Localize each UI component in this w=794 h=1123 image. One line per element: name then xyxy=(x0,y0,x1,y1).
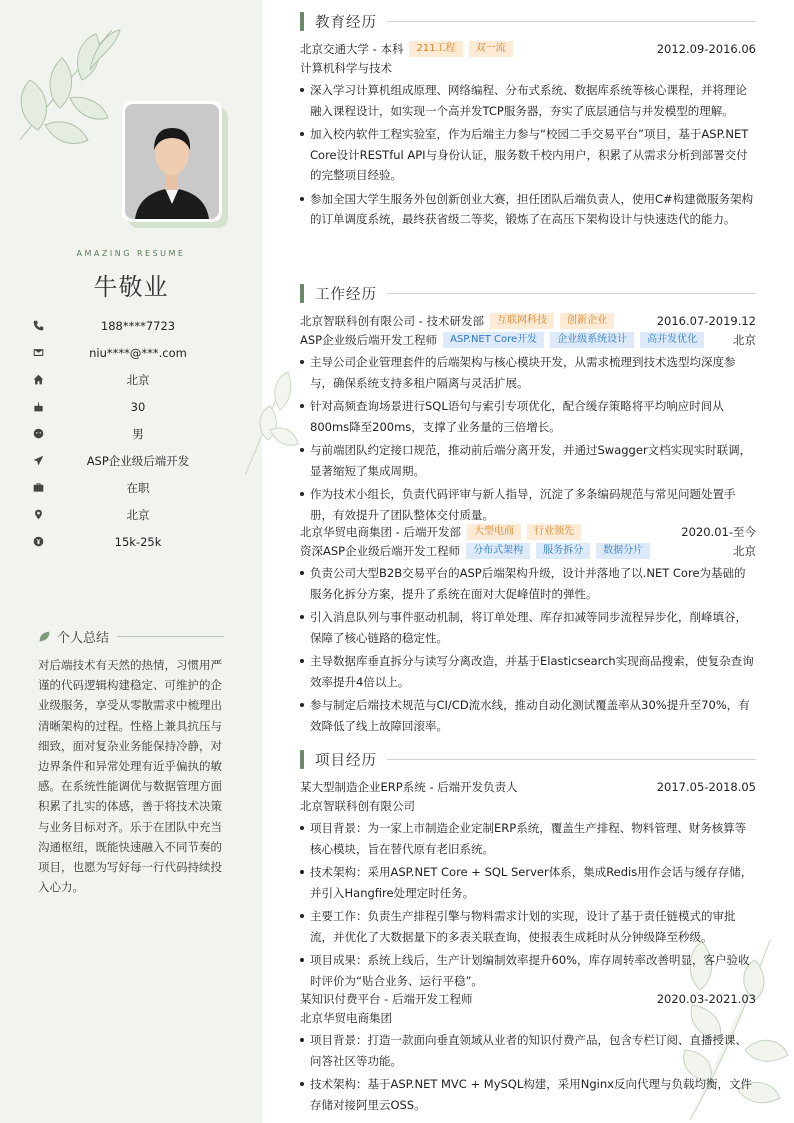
projects-heading xyxy=(300,749,756,769)
project-date: 2017.05-2018.05 xyxy=(656,779,756,794)
education-point: 深入学习计算机组成原理、网络编程、分布式系统、数据库系统等核心课程，并将理论融入课程设计，如实现一个高并发TCP服务器，夯实了底层通信与并发模型的理解。 xyxy=(300,80,756,121)
info-email xyxy=(30,339,230,366)
project-org: 北京华贸电商集团 xyxy=(300,1010,392,1025)
job-date: 2020.01-至今 xyxy=(681,524,756,539)
project-org: 北京智联科创有限公司 xyxy=(300,798,415,813)
info-salary xyxy=(30,528,230,555)
candidate-name: 牛敬业 xyxy=(93,273,169,301)
salary-icon xyxy=(30,534,46,550)
info-status xyxy=(30,474,230,501)
role-tag: 分布式架构 xyxy=(466,543,530,559)
project-point: 项目背景：打造一款面向垂直领域从业者的知识付费产品，包含专栏订阅、直播授课、问答社区等功能。 xyxy=(300,1030,756,1071)
project-point: 主要工作：负责生产排程引擎与物料需求计划的实现，设计了基于责任链模式的审批流，并优化了大数据量下的多表关联查询，使报表生成耗时从分钟级降至秒级。 xyxy=(300,906,756,947)
job-city: 北京 xyxy=(733,543,756,558)
personal-info-list xyxy=(30,312,230,555)
age-value: 30 xyxy=(130,399,146,414)
job-point: 引入消息队列与事件驱动机制，将订单处理、库存扣减等同步流程异步化，削峰填谷，保障了核心链路的稳定性。 xyxy=(300,607,756,648)
education-heading xyxy=(300,11,756,31)
job-point: 负责公司大型B2B交易平台的ASP后端架构升级，设计并落地了以.NET Core为基础的服务化拆分方案，提升了系统在面对大促峰值时的弹性。 xyxy=(300,563,756,604)
job-point: 参与制定后端技术规范与CI/CD流水线，推动自动化测试覆盖率从30%提升至70%，有效降低了线上故障回滚率。 xyxy=(300,695,756,736)
role-tag: 数据分片 xyxy=(596,543,650,559)
company-tag: 互联网科技 xyxy=(490,313,554,329)
company-tag: 创新企业 xyxy=(560,313,614,329)
company-name: 北京华贸电商集团 - 后端开发部 xyxy=(300,524,461,539)
job-point: 针对高频查询场景进行SQL语句与索引专项优化，配合缓存策略将平均响应时间从800ms降至200ms，支撑了业务量的三倍增长。 xyxy=(300,396,756,437)
school-name: 北京交通大学 - 本科 xyxy=(300,41,404,56)
briefcase-icon xyxy=(30,480,46,496)
education-point: 参加全国大学生服务外包创新创业大赛，担任团队后端负责人，使用C#构建微服务架构的订单调度系统，最终获省级二等奖，锻炼了在高压下架构设计与快速迭代的能力。 xyxy=(300,189,756,230)
project-entry xyxy=(300,989,756,1118)
school-tag: 211工程 xyxy=(409,41,462,57)
cake-icon xyxy=(30,399,46,415)
leaf-decoration-icon xyxy=(240,370,300,480)
project-entry xyxy=(300,777,756,994)
mail-icon xyxy=(30,345,46,361)
work-title: 工作经历 xyxy=(315,286,377,303)
education-date: 2012.09-2016.06 xyxy=(656,41,756,56)
avatar-frame xyxy=(122,101,222,222)
summary-title: 个人总结 xyxy=(57,631,110,646)
role-tag: 服务拆分 xyxy=(536,543,590,559)
project-name: 某知识付费平台 - 后端开发工程师 xyxy=(300,991,473,1006)
home-icon xyxy=(30,372,46,388)
job-intent-value: ASP企业级后端开发 xyxy=(86,453,190,468)
job-city: 北京 xyxy=(733,332,756,347)
info-gender xyxy=(30,420,230,447)
job-point: 作为技术小组长，负责代码评审与新人指导，沉淀了多条编码规范与常见问题处置手册，有效提升了团队整体交付质量。 xyxy=(300,484,756,525)
job-point: 主导数据库垂直拆分与读写分离改造，并基于Elasticsearch实现商品搜索，使复杂查询效率提升4倍以上。 xyxy=(300,651,756,692)
project-point: 项目成果：系统上线后，生产计划编制效率提升60%，库存周转率改善明显，客户验收时评价为“贴合业务、运行平稳”。 xyxy=(300,950,756,991)
project-point: 项目背景：为一家上市制造企业定制ERP系统，覆盖生产排程、物料管理、财务核算等核心模块，旨在替代原有老旧系统。 xyxy=(300,818,756,859)
education-point: 加入校内软件工程实验室，作为后端主力参与“校园二手交易平台”项目，基于ASP.NET Core设计RESTful API与身份认证，服务数千校内用户，积累了从需求分析到部署交付的完整项目经验。 xyxy=(300,124,756,186)
project-point: 技术架构：基于ASP.NET MVC + MySQL构建，采用Nginx反向代理与负载均衡，文件存储对接阿里云OSS。 xyxy=(300,1074,756,1115)
major: 计算机科学与技术 xyxy=(300,60,392,75)
location-icon xyxy=(30,507,46,523)
company-tag: 大型电商 xyxy=(467,524,521,540)
role-tag: 企业级系统设计 xyxy=(550,332,634,348)
company-name: 北京智联科创有限公司 - 技术研发部 xyxy=(300,313,484,328)
projects-title: 项目经历 xyxy=(315,752,377,769)
gender-value: 男 xyxy=(132,426,144,441)
info-job-intent xyxy=(30,447,230,474)
role-tag: 高并发优化 xyxy=(640,332,704,348)
job-date: 2016.07-2019.12 xyxy=(656,313,756,328)
summary-text: 对后端技术有天然的热情，习惯用严谨的代码逻辑构建稳定、可维护的企业级服务，享受从零散需求中梳理出清晰架构的过程。性格上兼具抗压与细致，面对复杂业务能保持冷静，对边界条件和异常处理有近乎偏执的敏感。在系统性能调优与数据管理方面积累了扎实的体感，善于将技术决策与业务目标对齐。乐于在团队中充当沟通枢纽，既能快速融入不同节奏的项目，也愿为写好每一行代码持续投入心力。 xyxy=(38,658,222,895)
role-tag: ASP.NET Core开发 xyxy=(443,332,544,348)
phone-icon xyxy=(30,318,46,334)
job-entry xyxy=(300,311,756,528)
job-point: 与前端团队约定接口规范，推动前后端分离开发，并通过Swagger文档实现实时联调，显著缩短了集成周期。 xyxy=(300,440,756,481)
project-date: 2020.03-2021.03 xyxy=(656,991,756,1006)
job-entry xyxy=(300,522,756,739)
summary-heading xyxy=(38,627,224,646)
info-city xyxy=(30,501,230,528)
resume-tagline: AMAZING RESUME xyxy=(76,249,186,258)
job-role: 资深ASP企业级后端开发工程师 xyxy=(300,543,461,558)
education-entry xyxy=(300,39,756,233)
send-icon xyxy=(30,453,46,469)
residence-value: 北京 xyxy=(126,372,150,387)
leaf-icon xyxy=(38,630,51,643)
info-age xyxy=(30,393,230,420)
info-phone xyxy=(30,312,230,339)
job-role: ASP企业级后端开发工程师 xyxy=(300,332,438,347)
project-name: 某大型制造企业ERP系统 - 后端开发负责人 xyxy=(300,779,518,794)
project-point: 技术架构：采用ASP.NET Core + SQL Server体系，集成Redis用作会话与缓存存储，并引入Hangfire处理定时任务。 xyxy=(300,862,756,903)
email-value: niu****@***.com xyxy=(89,345,187,360)
school-tag: 双一流 xyxy=(469,41,513,57)
info-residence xyxy=(30,366,230,393)
gender-icon xyxy=(30,426,46,442)
education-title: 教育经历 xyxy=(315,14,377,31)
job-point: 主导公司企业管理套件的后端架构与核心模块开发，从需求梳理到技术选型均深度参与，确保系统支持多租户隔离与灵活扩展。 xyxy=(300,352,756,393)
sidebar xyxy=(0,0,262,1123)
company-tag: 行业领先 xyxy=(527,524,581,540)
status-value: 在职 xyxy=(126,480,150,495)
avatar xyxy=(125,104,219,219)
work-heading xyxy=(300,283,756,303)
city-value: 北京 xyxy=(126,507,150,522)
phone-value: 188****7723 xyxy=(100,318,176,333)
salary-value: 15k-25k xyxy=(114,534,162,549)
